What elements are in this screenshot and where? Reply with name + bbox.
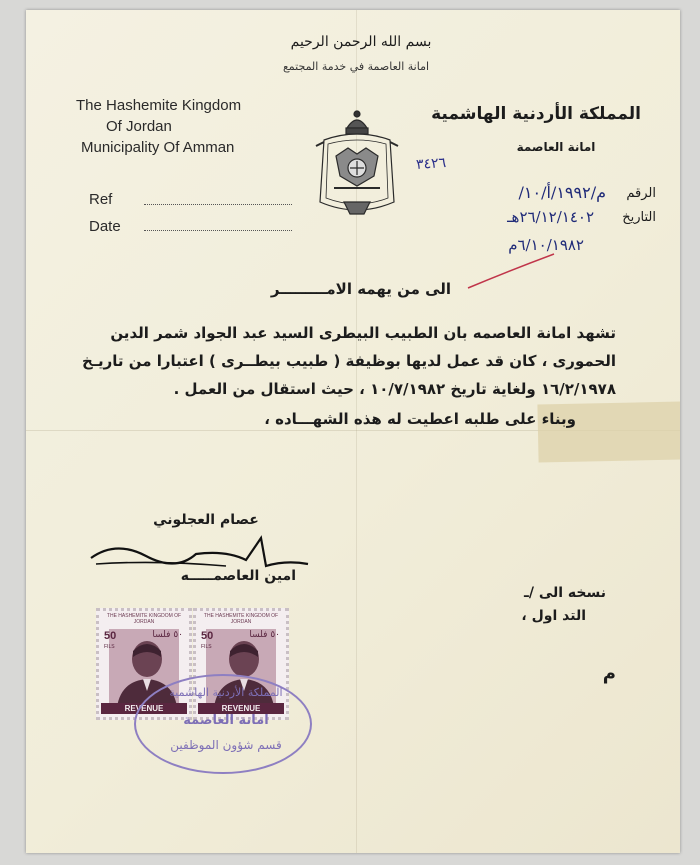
motto: امانة العاصمة في خدمة المجتمع xyxy=(282,60,430,73)
date-gregorian: ٦/١٠/١٩٨٢م xyxy=(508,236,584,254)
stamp-arabic-value: ٥٠ فلسا xyxy=(249,630,280,640)
date-hijri: ٢٦/١٢/١٤٠٢هـ xyxy=(507,208,594,226)
date-label-ar: التاريخ xyxy=(622,210,656,225)
copies-mark: م xyxy=(602,663,616,684)
stamp-header: THE HASHEMITE KINGDOM OF JORDAN xyxy=(203,613,279,625)
ref-label-ar: الرقم xyxy=(626,186,656,201)
header-en-line1: The Hashemite Kingdom xyxy=(76,97,242,114)
body-line-3: ١٦/٢/١٩٧٨ ولغاية تاريخ ١٠/٧/١٩٨٢ ، حيث استقال من العمل . xyxy=(173,380,616,398)
seal-line-1: المملكة الأردنية الهاشمية xyxy=(169,686,283,699)
handwritten-number: ٣٤٢٦ xyxy=(415,154,447,174)
seal-line-2: امانة العاصمة xyxy=(183,713,269,728)
stamp-footer: REVENUE xyxy=(198,703,284,714)
copies-item: التد اول ، xyxy=(521,608,586,624)
stamp-unit: FILS xyxy=(104,644,115,650)
header-ar-municipality: امانة العاصمة xyxy=(516,140,596,154)
header-ar-kingdom: المملكة الأردنية الهاشمية xyxy=(431,104,641,124)
seal-line-3: قسم شؤون الموظفين xyxy=(170,738,282,752)
stamp-unit: FILS xyxy=(201,644,212,650)
date-label-en: Date xyxy=(89,218,121,235)
stamp-header: THE HASHEMITE KINGDOM OF JORDAN xyxy=(106,613,182,625)
body-line-1: تشهد امانة العاصمه بان الطبيب البيطرى السيد عبد الجواد شمر الدين xyxy=(110,324,616,342)
signatory-title: امين العاصمـــــه xyxy=(180,568,296,584)
body-line-4: وبناء على طلبه اعطيت له هذه الشهـــاده ، xyxy=(264,410,576,428)
ref-label-en: Ref xyxy=(89,191,113,208)
header-en-line3: Municipality Of Amman xyxy=(81,139,235,156)
ref-value-ar: م/١٩٩٢/أ/١٠/ xyxy=(518,183,606,202)
ref-line-en xyxy=(144,204,292,205)
basmala: بسم الله الرحمن الرحيم xyxy=(290,34,432,50)
stamp-footer: REVENUE xyxy=(101,703,187,714)
copies-label: نسخه الى /ـ xyxy=(524,585,606,601)
stamp-value: 50 xyxy=(104,630,117,642)
header-en-line2: Of Jordan xyxy=(106,118,172,135)
stamp-arabic-value: ٥٠ فلسا xyxy=(152,630,183,640)
signatory-name: عصام العجلوني xyxy=(153,512,259,528)
date-line-en xyxy=(144,230,292,231)
body-line-2: الحمورى ، كان قد عمل لديها بوظيفة ( طبيب بيطــرى ) اعتبارا من تاريـخ xyxy=(82,352,616,370)
stamp-value: 50 xyxy=(201,630,214,642)
official-seal xyxy=(134,674,312,774)
document-page xyxy=(26,10,680,853)
salutation: الى من يهمه الامـــــــــر xyxy=(270,280,452,298)
jordan-coat-of-arms-icon xyxy=(314,106,400,224)
